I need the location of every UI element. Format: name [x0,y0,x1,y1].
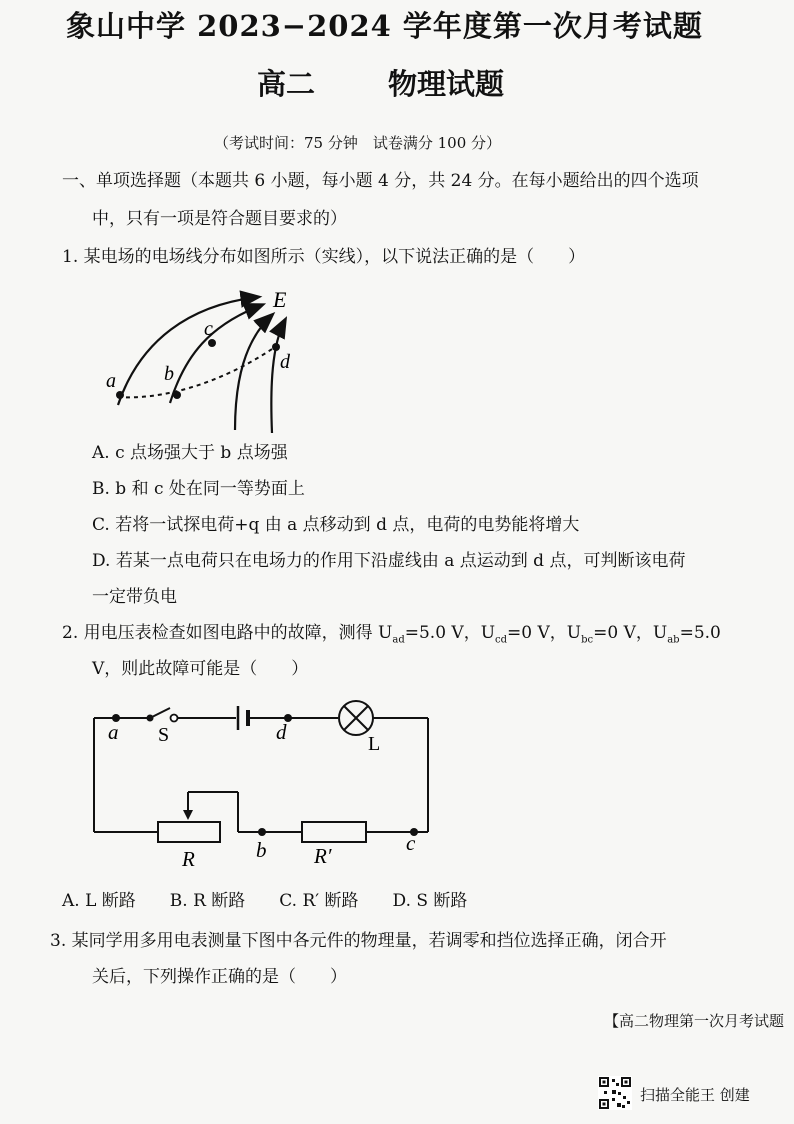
field-line-4 [271,320,285,433]
point-b [173,391,181,399]
label-E: E [273,287,287,312]
q2-eq4: =5.0 [679,623,721,643]
switch-pivot [147,715,154,722]
q2-eq2: =0 V，U [507,623,582,643]
node-b [258,828,266,836]
q1-stem: 1. 某电场的电场线分布如图所示（实线），以下说法正确的是（ ） [62,247,586,267]
q2-eq1: =5.0 V，U [404,623,496,643]
point-a [116,391,124,399]
label-node-c: c [406,831,416,855]
sub-bc: bc [581,634,594,646]
q3-stem-cont: 关后，下列操作正确的是（ ） [92,967,347,987]
section-heading-cont: 中，只有一项是符合题目要求的） [92,209,347,229]
equipotential-dashed [118,345,278,397]
q2-stem-prefix: 2. 用电压表检查如图电路中的故障，测得 U [62,623,393,643]
q1-option-b: B. b 和 c 处在同一等势面上 [92,479,305,499]
q2-eq3: =0 V，U [593,623,668,643]
label-node-d: d [276,720,287,744]
q1-option-c: C. 若将一试探电荷+q 由 a 点移动到 d 点，电荷的电势能将增大 [92,515,580,535]
qr-code-icon [598,1076,632,1110]
label-lamp-L: L [368,733,381,755]
rheostat-slider-arrow [183,810,193,820]
field-lines-figure [100,285,320,435]
q2-stem [62,618,721,645]
section-heading: 一、单项选择题（本题共 6 小题，每小题 4 分，共 24 分。在每小题给出的四个选项 [62,171,699,191]
q1-option-d-cont: 一定带负电 [92,587,177,607]
scanner-watermark: 扫描全能王 创建 [640,1086,750,1104]
exam-info: （考试时间：75 分钟 试卷满分 100 分） [214,134,502,152]
field-line-3 [235,315,272,430]
label-node-b: b [256,838,267,862]
q2-stem-cont: V，则此故障可能是（ ） [92,659,309,679]
q3-stem: 3. 某同学用多用电表测量下图中各元件的物理量，若调零和挡位选择正确，闭合开 [50,931,667,951]
switch-contact [171,715,178,722]
label-R-prime: R′ [314,844,332,868]
q1-option-a: A. c 点场强大于 b 点场强 [92,443,288,463]
label-b: b [164,363,174,385]
q2-options: A. L 断路 B. R 断路 C. R′ 断路 D. S 断路 [62,891,468,911]
circuit-diagram [86,692,438,870]
page-footer-tag: 【高二物理第一次月考试题 [604,1012,785,1030]
sub-cd: cd [495,634,508,646]
exam-title: 象山中学 2023−2024 学年度第一次月考试题 [66,9,703,43]
point-d [272,343,280,351]
label-d: d [280,351,290,373]
label-R: R [182,847,195,870]
grade-label: 高二 [257,67,316,101]
point-c [208,339,216,347]
sub-ad: ad [392,634,405,646]
subject-title: 物理试题 [388,67,505,101]
label-node-a: a [108,720,119,744]
label-a: a [106,370,116,392]
q1-option-d: D. 若某一点电荷只在电场力的作用下沿虚线由 a 点运动到 d 点，可判断该电荷 [92,551,686,571]
label-c: c [204,318,213,340]
sub-ab: ab [667,634,680,646]
label-switch-S: S [158,724,170,746]
